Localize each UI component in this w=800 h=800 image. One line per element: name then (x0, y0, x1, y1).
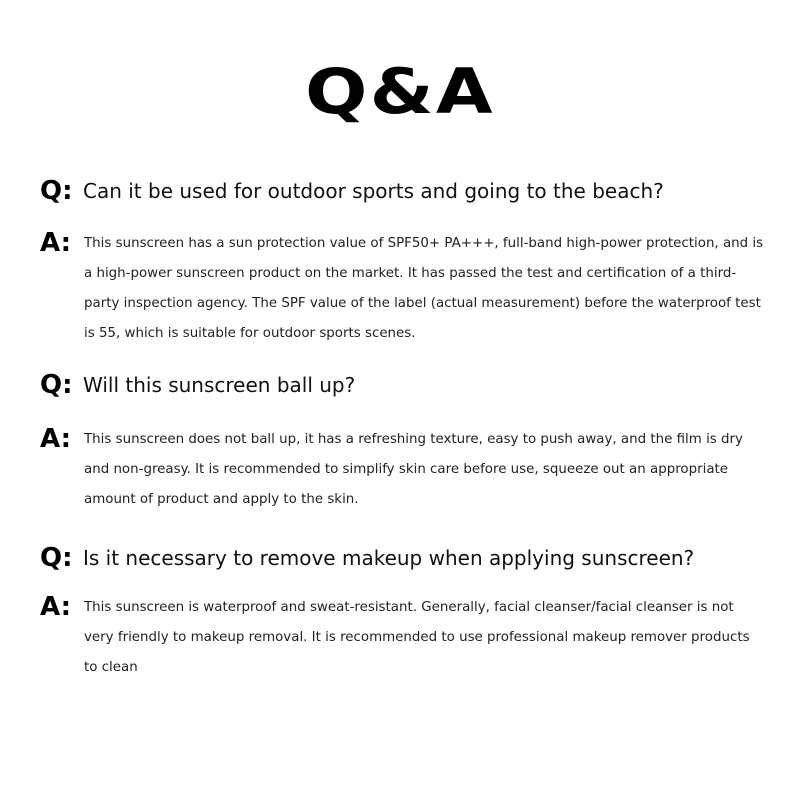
page-title: Q&A (305, 55, 495, 128)
question-3-text: Is it necessary to remove makeup when applying sunscreen? (83, 546, 695, 570)
question-marker: Q: (40, 370, 73, 400)
question-marker: Q: (40, 176, 73, 206)
question-1-text: Can it be used for outdoor sports and going to the beach? (83, 179, 664, 203)
answer-1-text: This sunscreen has a sun protection value of SPF50+ PA+++, full-band high-power protection, and is a high-power sunscreen product on the market. It has passed the test and certification of a third-party inspection agency. The SPF value of the label (actual measurement) before the waterproof test is 55, which is suitable for outdoor sports scenes. (84, 236, 764, 341)
answer-marker: A: (40, 228, 72, 258)
answer-marker: A: (40, 592, 72, 622)
answer-marker: A: (40, 424, 72, 454)
question-marker: Q: (40, 543, 73, 573)
answer-2-text: This sunscreen does not ball up, it has a refreshing texture, easy to push away, and the film is dry and non-greasy. It is recommended to simplify skin care before use, squeeze out an appropriate amount of product and apply to the skin. (84, 432, 743, 507)
question-2-text: Will this sunscreen ball up? (83, 373, 356, 397)
answer-3-text: This sunscreen is waterproof and sweat-resistant. Generally, facial cleanser/facial cleanser is not very friendly to makeup removal. It is recommended to use professional makeup remover products to clean (84, 600, 750, 675)
